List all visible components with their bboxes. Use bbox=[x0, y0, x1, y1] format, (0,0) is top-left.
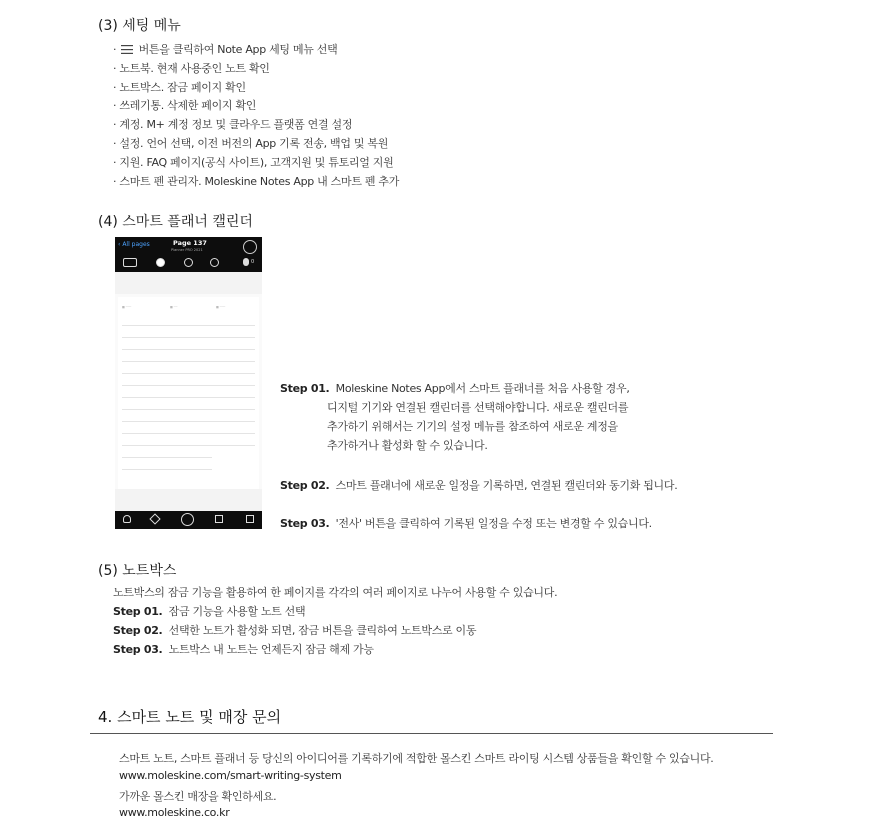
step-label: Step 01. bbox=[113, 605, 163, 618]
step-text: 스마트 플래너에 새로운 일정을 기록하면, 연결된 캘린더와 동기화 됩니다. bbox=[335, 479, 678, 492]
section-3-title: (3) 세팅 메뉴 bbox=[98, 18, 181, 34]
planner-line bbox=[122, 421, 255, 422]
planner-line bbox=[122, 409, 255, 410]
step-label: Step 02. bbox=[113, 624, 163, 637]
settings-list-item bbox=[113, 173, 399, 189]
bullet: · bbox=[113, 118, 117, 131]
calendar-step-1-line-4: 추가하거나 활성화 할 수 있습니다. bbox=[327, 439, 488, 452]
planner-line bbox=[122, 325, 255, 326]
calendar-step-1-line-2: 디지털 기기와 연결된 캘린더를 선택해야합니다. 새로운 캘린더를 bbox=[327, 401, 629, 414]
share-export-icon[interactable] bbox=[215, 515, 223, 523]
step-text: 노트박스 내 노트는 언제든지 잠금 해제 가능 bbox=[168, 643, 374, 656]
planner-line bbox=[122, 445, 255, 446]
notebox-step-3 bbox=[113, 641, 374, 657]
mic-icon[interactable] bbox=[243, 258, 249, 266]
step-label: Step 03. bbox=[280, 517, 330, 530]
planner-line bbox=[122, 385, 255, 386]
step-text: 잠금 기능을 사용할 노트 선택 bbox=[168, 605, 306, 618]
bullet: · bbox=[113, 156, 117, 169]
planner-line bbox=[122, 349, 255, 350]
mic-count: 0 bbox=[251, 259, 255, 265]
app-bottom-bar bbox=[115, 511, 262, 529]
settings-list-item-text: 쓰레기통. 삭제한 페이지 확인 bbox=[119, 99, 257, 112]
bullet: · bbox=[113, 62, 117, 75]
planner-line bbox=[122, 361, 255, 362]
chapter-divider bbox=[90, 733, 773, 734]
section-5-title: (5) 노트박스 bbox=[98, 563, 177, 579]
bottom-gap bbox=[115, 489, 262, 511]
toolbar-gap bbox=[115, 272, 262, 294]
step-label: Step 01. bbox=[280, 382, 330, 395]
bullet: · bbox=[113, 81, 117, 94]
notebox-step-2 bbox=[113, 622, 476, 638]
settings-list-item-text: 노트박스. 잠금 페이지 확인 bbox=[119, 81, 246, 94]
column-label: ■ ─── bbox=[122, 305, 132, 309]
bullet: · bbox=[113, 175, 117, 188]
settings-list-item bbox=[113, 79, 246, 95]
settings-list-item bbox=[113, 135, 388, 151]
back-button[interactable]: ‹ All pages bbox=[118, 241, 150, 248]
calendar-step-3 bbox=[280, 515, 652, 531]
play-icon[interactable] bbox=[123, 258, 137, 267]
sync-icon[interactable] bbox=[156, 258, 165, 267]
transcribe-button-icon[interactable] bbox=[181, 513, 194, 526]
step-text: '전사' 버튼을 클릭하여 기록된 일정을 수정 또는 변경할 수 있습니다. bbox=[335, 517, 652, 530]
notebox-step-1 bbox=[113, 603, 305, 619]
planner-line bbox=[122, 397, 255, 398]
planner-line bbox=[122, 457, 212, 458]
column-label: ■ ── bbox=[170, 305, 178, 309]
step-label: Step 03. bbox=[113, 643, 163, 656]
hamburger-menu-icon bbox=[121, 44, 133, 53]
bullet: · bbox=[113, 43, 117, 56]
transcribe-icon[interactable] bbox=[184, 258, 193, 267]
page-subtitle: Planner PRO 2021 bbox=[171, 248, 203, 252]
smart-writing-link[interactable]: www.moleskine.com/smart-writing-system bbox=[119, 769, 342, 782]
planner-line bbox=[122, 337, 255, 338]
trash-icon[interactable] bbox=[246, 515, 254, 523]
settings-list-item-text: 지원. FAQ 페이지(공식 사이트), 고객지원 및 튜토리얼 지원 bbox=[119, 156, 394, 169]
planner-page bbox=[118, 297, 259, 489]
step-text: 선택한 노트가 활성화 되면, 잠금 버튼을 클릭하여 노트박스로 이동 bbox=[168, 624, 477, 637]
chapter-4-title: 4. 스마트 노트 및 매장 문의 bbox=[98, 708, 282, 726]
step-text: Moleskine Notes App에서 스마트 플래너를 처음 사용할 경우, bbox=[335, 382, 630, 395]
heart-icon[interactable] bbox=[123, 515, 131, 523]
store-info-text: 가까운 몰스킨 매장을 확인하세요. bbox=[119, 790, 277, 803]
app-top-bar bbox=[115, 237, 262, 272]
settings-list-item-text: 계정. M+ 계정 정보 및 클라우드 플랫폼 연결 설정 bbox=[119, 118, 353, 131]
page-title: Page 137 bbox=[173, 239, 207, 247]
pen-icon[interactable] bbox=[243, 240, 257, 254]
settings-list-item bbox=[113, 97, 256, 113]
planner-app-screenshot bbox=[115, 237, 262, 529]
settings-list-item bbox=[113, 41, 337, 57]
planner-line bbox=[122, 373, 255, 374]
calendar-step-1 bbox=[280, 380, 630, 396]
settings-list-item-text: 버튼을 클릭하여 Note App 세팅 메뉴 선택 bbox=[138, 43, 338, 56]
chapter-4-intro: 스마트 노트, 스마트 플래너 등 당신의 아이디어를 기록하기에 적합한 몰스킨 스마트 라이팅 시스템 상품들을 확인할 수 있습니다. bbox=[119, 752, 714, 765]
settings-list-item bbox=[113, 116, 352, 132]
calendar-step-1-line-3: 추가하기 위해서는 기기의 설정 메뉴를 참조하여 새로운 계정을 bbox=[327, 420, 618, 433]
settings-list-item bbox=[113, 60, 270, 76]
share-icon[interactable] bbox=[210, 258, 219, 267]
section-4-title: (4) 스마트 플래너 캘린더 bbox=[98, 214, 253, 230]
planner-line bbox=[122, 433, 255, 434]
bullet: · bbox=[113, 99, 117, 112]
settings-list-item-text: 노트북. 현재 사용중인 노트 확인 bbox=[119, 62, 270, 75]
settings-list-item-text: 스마트 펜 관리자. Moleskine Notes App 내 스마트 펜 추가 bbox=[119, 175, 400, 188]
planner-line bbox=[122, 469, 212, 470]
moleskine-kr-link[interactable]: www.moleskine.co.kr bbox=[119, 806, 230, 819]
column-label: ■ ─── bbox=[216, 305, 226, 309]
notebox-intro: 노트박스의 잠금 기능을 활용하여 한 페이지를 각각의 여러 페이지로 나누어 사용할 수 있습니다. bbox=[113, 586, 558, 599]
step-label: Step 02. bbox=[280, 479, 330, 492]
calendar-step-2 bbox=[280, 477, 677, 493]
settings-list-item-text: 설정. 언어 선택, 이전 버전의 App 기록 전송, 백업 및 복원 bbox=[119, 137, 389, 150]
back-label: All pages bbox=[122, 241, 150, 248]
settings-list-item bbox=[113, 154, 393, 170]
tag-icon[interactable] bbox=[149, 513, 160, 524]
bullet: · bbox=[113, 137, 117, 150]
